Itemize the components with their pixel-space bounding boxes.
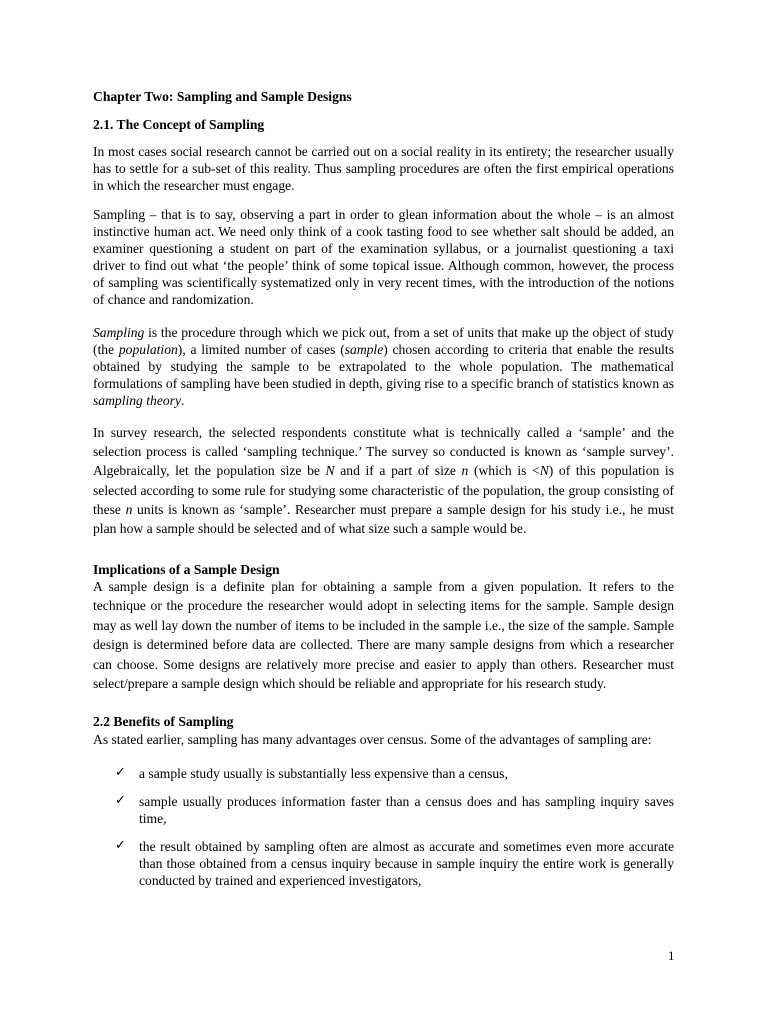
term-sampling: Sampling bbox=[93, 325, 145, 340]
paragraph-intro: In most cases social research cannot be carried out on a social reality in its entirety; the researcher usually has to settle for a sub-set of this reality. Thus sampling procedures are often the first empirical operations in which the researcher must engage. bbox=[93, 144, 674, 193]
paragraph-sampling-instinct: Sampling – that is to say, observing a part in order to glean information about the whole – is an almost instinctive human act. We need only think of a cook tasting food to see whether salt should be added, an examiner questioning a student on part of the examination syllabus, or a journalist questioning a taxi driver to find out what ‘the people’ think of some topical issue. Although common, however, the process of sampling was scientifically systematized only in very recent times, with the introduction of the notions of chance and randomization. bbox=[93, 207, 674, 307]
paragraph-implications: A sample design is a definite plan for obtaining a sample from a given population. It refers to the technique or the procedure the researcher would adopt in selecting items for the sample. Sample design may as well lay down the number of items to be included in the sample i.e., the size of the sample. Sample design is determined before data are collected. There are many sample designs from which a researcher can choose. Some designs are relatively more precise and easier to apply than others. Researcher must select/prepare a sample design which should be reliable and appropriate for his research study. bbox=[93, 579, 674, 692]
paragraph-benefits-intro: As stated earlier, sampling has many advantages over census. Some of the advantages of sampling are: bbox=[93, 732, 652, 747]
term-population: population bbox=[118, 342, 178, 357]
section-heading-2-1: 2.1. The Concept of Sampling bbox=[93, 117, 265, 132]
checkmark-icon: ✓ bbox=[115, 793, 126, 808]
page-number: 1 bbox=[668, 948, 675, 963]
checkmark-icon: ✓ bbox=[115, 765, 126, 780]
benefits-list bbox=[93, 765, 674, 889]
term-sample: sample bbox=[344, 342, 384, 357]
implications-heading: Implications of a Sample Design bbox=[93, 562, 280, 577]
list-item: ✓ the result obtained by sampling often are almost as accurate and sometimes even more accurate than those obtained from a census inquiry because in sample inquiry the entire work is generally conducted by trained and experienced investigators, bbox=[115, 838, 674, 888]
list-item: ✓ a sample study usually is substantially less expensive than a census, bbox=[115, 765, 508, 781]
checkmark-icon: ✓ bbox=[115, 838, 126, 853]
chapter-title: Chapter Two: Sampling and Sample Designs bbox=[93, 89, 352, 104]
paragraph-sampling-definition: Sampling is the procedure through which we pick out, from a set of units that make up the object of study (the population), a limited number of cases (sample) chosen according to criteria that enable the results obtained by studying the sample to be extrapolated to the whole population. The mathematical formulations of sampling have been studied in depth, giving rise to a specific branch of statistics known as sampling theory. bbox=[93, 325, 674, 408]
term-sampling-theory: sampling theory bbox=[93, 393, 181, 408]
section-heading-2-2: 2.2 Benefits of Sampling bbox=[93, 714, 234, 729]
list-item: ✓ sample usually produces information faster than a census does and has sampling inquiry saves time, bbox=[115, 793, 674, 826]
paragraph-survey-research: In survey research, the selected respondents constitute what is technically called a ‘sample’ and the selection process is called ‘sampling technique.’ The survey so conducted is known as ‘sample survey’. Algebraically, let the population size be N and if a part of size n (which is <N) of this population is selected according to some rule for studying some characteristic of the population, the group consisting of these n units is known as ‘sample’. Researcher must prepare a sample design for his study i.e., he must plan how a sample should be selected and of what size such a sample would be. bbox=[93, 425, 674, 537]
